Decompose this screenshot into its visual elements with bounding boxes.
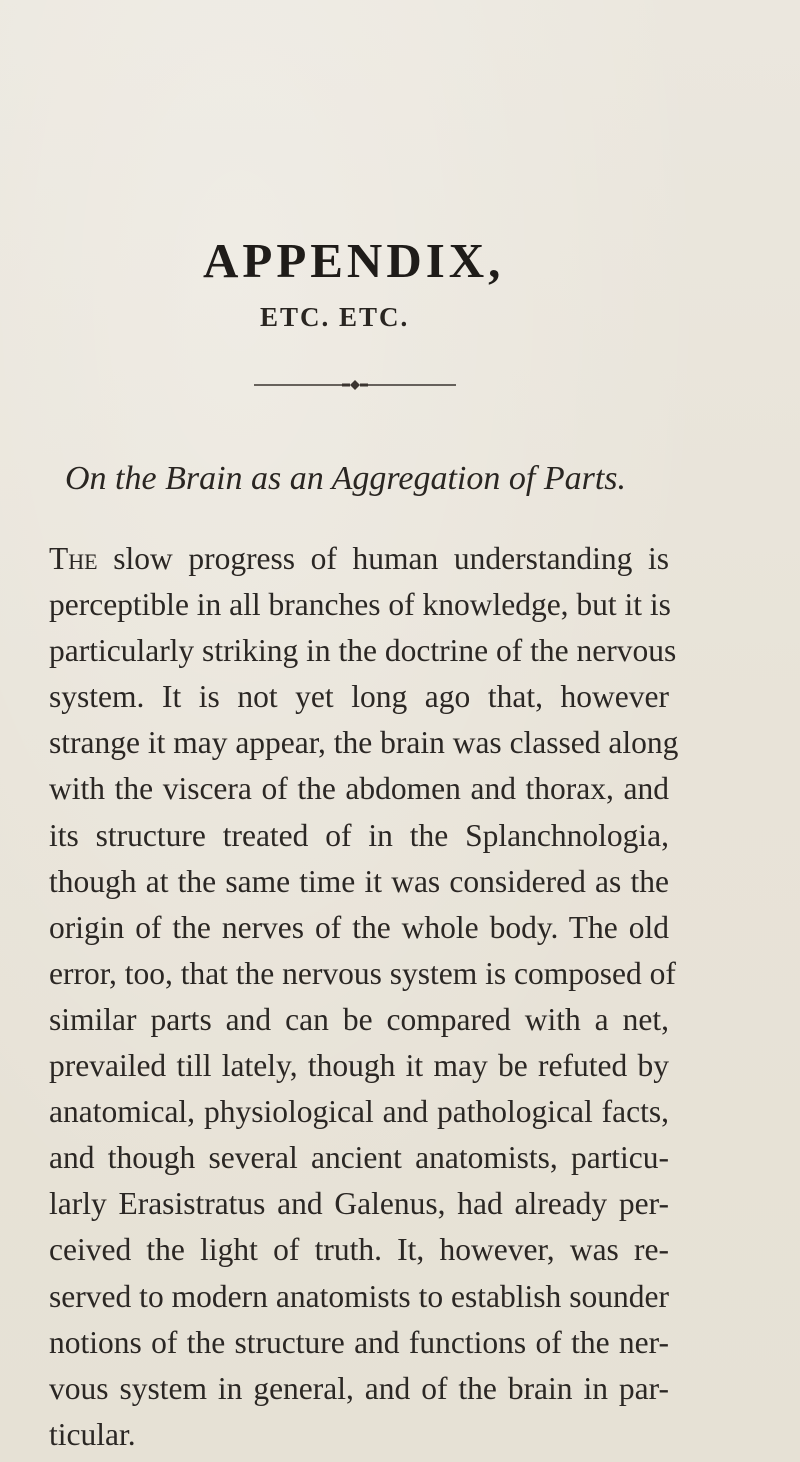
paragraph-line: and though several ancient anatomists, particu- [49, 1140, 669, 1176]
paragraph-line: its structure treated of in the Splanchnologia, [49, 817, 669, 853]
page-subtitle: ETC. ETC. [260, 302, 410, 332]
paragraph-line: anatomical, physiological and pathological facts, [49, 1094, 669, 1130]
paragraph-line: though at the same time it was considered as the [49, 863, 669, 899]
paragraph-line: with the viscera of the abdomen and thorax, and [49, 771, 669, 807]
paragraph-line: ceived the light of truth. It, however, was re- [49, 1232, 669, 1268]
paragraph-line: origin of the nerves of the whole body. The old [49, 909, 669, 945]
ornamental-rule [254, 379, 456, 391]
paragraph-line: particularly striking in the doctrine of the nervous [49, 633, 677, 669]
body-paragraph [49, 536, 679, 1458]
paragraph-line: ticular. [49, 1416, 136, 1452]
paragraph-line: similar parts and can be compared with a net, [49, 1001, 669, 1037]
drop-word: The [49, 541, 98, 576]
paragraph-line: system. It is not yet long ago that, however [49, 679, 669, 715]
paragraph-line: notions of the structure and functions of the ner- [49, 1324, 669, 1360]
paragraph-line: error, too, that the nervous system is composed of [49, 955, 676, 991]
paragraph-line: larly Erasistratus and Galenus, had already per- [49, 1186, 669, 1222]
paragraph-line: served to modern anatomists to establish sounder [49, 1278, 669, 1314]
paragraph-line: perceptible in all branches of knowledge, but it is [49, 587, 671, 623]
paragraph-line: The slow progress of human understanding is [49, 541, 669, 576]
paragraph-line: strange it may appear, the brain was classed along [49, 725, 679, 761]
section-heading: On the Brain as an Aggregation of Parts. [65, 460, 626, 497]
paragraph-line: prevailed till lately, though it may be refuted by [49, 1048, 669, 1084]
page-title: APPENDIX, [203, 233, 505, 288]
paragraph-line: vous system in general, and of the brain in par- [49, 1370, 669, 1406]
